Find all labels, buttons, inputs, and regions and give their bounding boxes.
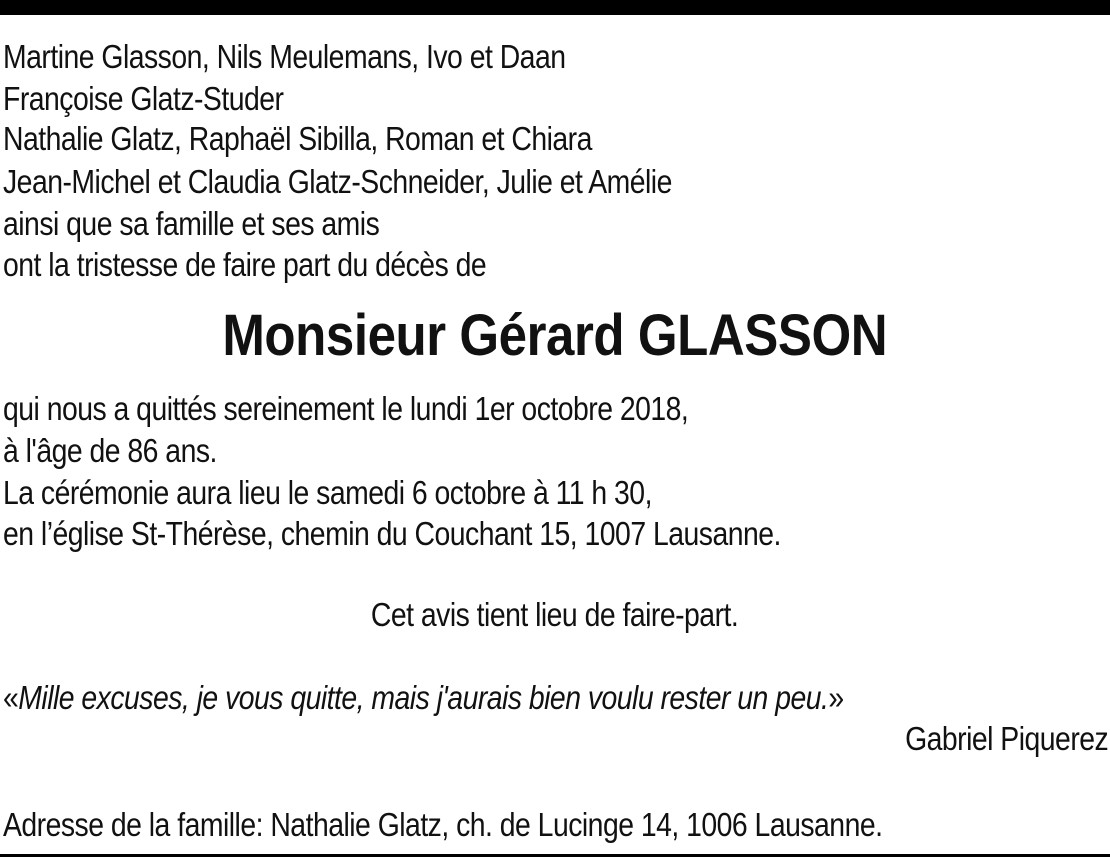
bottom-border-rule [0, 854, 1110, 857]
deceased-name-text: Monsieur Gérard GLASSON [222, 303, 888, 368]
details-line-2: à l'âge de 86 ans. [3, 432, 217, 469]
quote-text: Mille excuses, je vous quitte, mais j'aurais bien voulu rester un peu. [18, 679, 829, 716]
intro-line-4: Jean-Michel et Claudia Glatz-Schneider, Julie et Amélie [3, 163, 672, 200]
quote-line [3, 678, 844, 718]
intro-line-3: Nathalie Glatz, Raphaël Sibilla, Roman et Chiara [3, 120, 592, 157]
quote-open-mark: « [3, 679, 19, 716]
intro-line-2: Françoise Glatz-Studer [3, 80, 284, 117]
deceased-name-heading [0, 298, 1110, 374]
details-line-4: en l’église St-Thérèse, chemin du Couchant 15, 1007 Lausanne. [3, 515, 781, 552]
intro-line-1: Martine Glasson, Nils Meulemans, Ivo et Daan [3, 38, 566, 75]
quote-author: Gabriel Piquerez [904, 720, 1108, 757]
top-border-rule [0, 0, 1110, 15]
intro-line-5: ainsi que sa famille et ses amis [3, 205, 380, 242]
quote-close-mark: » [828, 679, 844, 716]
notice-text-block [0, 595, 1110, 635]
family-address: Adresse de la famille: Nathalie Glatz, ch. de Lucinge 14, 1006 Lausanne. [3, 806, 883, 843]
details-line-3: La cérémonie aura lieu le samedi 6 octobre à 11 h 30, [3, 474, 652, 511]
notice-text: Cet avis tient lieu de faire-part. [371, 596, 739, 633]
details-line-1: qui nous a quittés sereinement le lundi 1er octobre 2018, [3, 390, 689, 427]
intro-line-6: ont la tristesse de faire part du décès de [3, 246, 487, 283]
